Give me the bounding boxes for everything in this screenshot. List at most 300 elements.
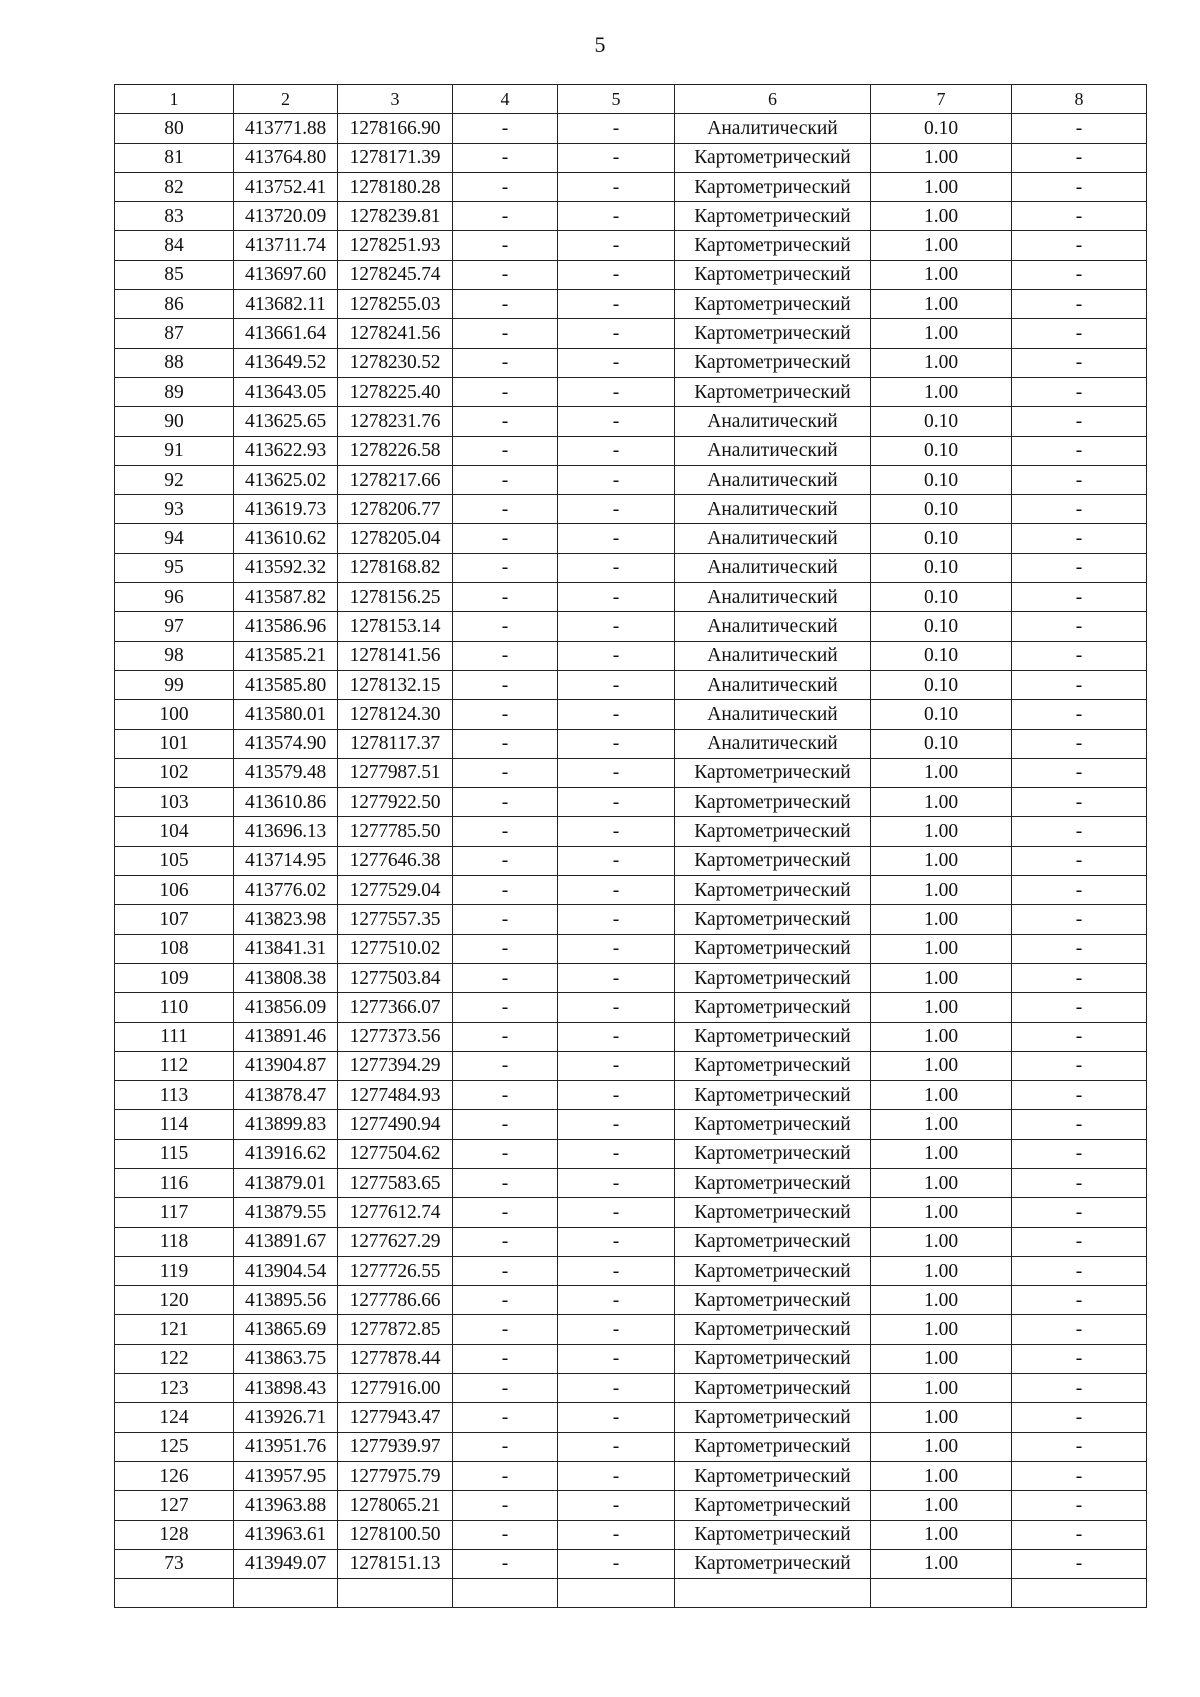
cell-col-5: -: [558, 172, 675, 201]
cell-col-4: -: [453, 583, 558, 612]
cell-coord-y: 1278117.37: [338, 729, 453, 758]
cell-col-4: -: [453, 407, 558, 436]
cell-accuracy: 1.00: [871, 963, 1012, 992]
cell-accuracy: 1.00: [871, 172, 1012, 201]
cell-coord-x: [234, 1579, 338, 1608]
cell-coord-x: 413649.52: [234, 348, 338, 377]
cell-coord-x: 413823.98: [234, 905, 338, 934]
column-header-6: 6: [675, 85, 871, 114]
cell-col-8: -: [1012, 1403, 1147, 1432]
cell-coord-y: 1277490.94: [338, 1110, 453, 1139]
cell-coord-y: 1278166.90: [338, 114, 453, 143]
cell-col-8: -: [1012, 524, 1147, 553]
cell-col-4: -: [453, 1520, 558, 1549]
cell-accuracy: 0.10: [871, 114, 1012, 143]
cell-coord-y: 1278225.40: [338, 377, 453, 406]
cell-accuracy: 1.00: [871, 1461, 1012, 1490]
cell-coord-y: 1277366.07: [338, 993, 453, 1022]
cell-col-5: -: [558, 231, 675, 260]
table-row: [115, 319, 1147, 348]
cell-coord-x: 413752.41: [234, 172, 338, 201]
cell-col-5: -: [558, 260, 675, 289]
cell-coord-x: 413585.21: [234, 641, 338, 670]
cell-point-number: 93: [115, 495, 234, 524]
cell-col-4: -: [453, 1432, 558, 1461]
cell-col-8: -: [1012, 1110, 1147, 1139]
table-row: [115, 1286, 1147, 1315]
cell-point-number: 102: [115, 758, 234, 787]
cell-col-8: -: [1012, 1051, 1147, 1080]
cell-point-number: 108: [115, 934, 234, 963]
cell-coord-x: 413879.55: [234, 1198, 338, 1227]
table-row: [115, 905, 1147, 934]
cell-coord-x: 413610.86: [234, 788, 338, 817]
cell-col-8: -: [1012, 465, 1147, 494]
cell-col-4: -: [453, 788, 558, 817]
cell-accuracy: 1.00: [871, 1403, 1012, 1432]
cell-point-number: 100: [115, 700, 234, 729]
cell-col-8: -: [1012, 729, 1147, 758]
cell-coord-y: [338, 1579, 453, 1608]
cell-point-number: 99: [115, 670, 234, 699]
cell-method: Картометрический: [675, 758, 871, 787]
cell-col-5: -: [558, 495, 675, 524]
cell-method: Аналитический: [675, 641, 871, 670]
cell-point-number: 115: [115, 1139, 234, 1168]
cell-accuracy: 1.00: [871, 1374, 1012, 1403]
cell-coord-x: 413682.11: [234, 290, 338, 319]
cell-coord-x: 413661.64: [234, 319, 338, 348]
cell-col-4: -: [453, 465, 558, 494]
table-row: [115, 553, 1147, 582]
cell-coord-x: 413926.71: [234, 1403, 338, 1432]
table-row: [115, 407, 1147, 436]
cell-col-4: -: [453, 963, 558, 992]
table-row: [115, 1344, 1147, 1373]
cell-col-8: -: [1012, 700, 1147, 729]
cell-coord-x: 413904.87: [234, 1051, 338, 1080]
table-row: [115, 202, 1147, 231]
cell-method: Картометрический: [675, 1461, 871, 1490]
cell-coord-x: 413764.80: [234, 143, 338, 172]
cell-col-4: -: [453, 260, 558, 289]
cell-point-number: 101: [115, 729, 234, 758]
cell-point-number: 86: [115, 290, 234, 319]
cell-point-number: 73: [115, 1549, 234, 1578]
cell-coord-x: 413957.95: [234, 1461, 338, 1490]
cell-col-5: -: [558, 876, 675, 905]
cell-method: Картометрический: [675, 905, 871, 934]
cell-col-5: -: [558, 905, 675, 934]
cell-coord-y: 1278239.81: [338, 202, 453, 231]
cell-coord-y: 1277504.62: [338, 1139, 453, 1168]
cell-col-4: -: [453, 436, 558, 465]
cell-point-number: 81: [115, 143, 234, 172]
cell-point-number: 107: [115, 905, 234, 934]
cell-col-4: -: [453, 143, 558, 172]
cell-col-8: -: [1012, 1549, 1147, 1578]
cell-coord-y: 1278151.13: [338, 1549, 453, 1578]
cell-col-4: -: [453, 700, 558, 729]
column-header-2: 2: [234, 85, 338, 114]
cell-col-8: -: [1012, 1461, 1147, 1490]
cell-method: Картометрический: [675, 377, 871, 406]
table-row: [115, 641, 1147, 670]
cell-col-8: -: [1012, 114, 1147, 143]
cell-accuracy: 1.00: [871, 1432, 1012, 1461]
table-row: [115, 963, 1147, 992]
cell-col-4: [453, 1579, 558, 1608]
cell-point-number: 84: [115, 231, 234, 260]
cell-coord-x: 413865.69: [234, 1315, 338, 1344]
cell-method: Картометрический: [675, 876, 871, 905]
cell-coord-y: 1278245.74: [338, 260, 453, 289]
cell-col-8: -: [1012, 1315, 1147, 1344]
cell-accuracy: 0.10: [871, 700, 1012, 729]
table-row: [115, 612, 1147, 641]
cell-coord-y: 1278205.04: [338, 524, 453, 553]
page-number: 5: [594, 32, 606, 57]
cell-method: Аналитический: [675, 407, 871, 436]
table-row: [115, 788, 1147, 817]
table-row: [115, 1432, 1147, 1461]
cell-point-number: 112: [115, 1051, 234, 1080]
cell-coord-x: 413610.62: [234, 524, 338, 553]
cell-col-5: -: [558, 1549, 675, 1578]
cell-col-5: -: [558, 1139, 675, 1168]
cell-col-4: -: [453, 670, 558, 699]
cell-col-5: -: [558, 1081, 675, 1110]
cell-coord-x: 413771.88: [234, 114, 338, 143]
cell-coord-y: 1277785.50: [338, 817, 453, 846]
cell-coord-y: 1278153.14: [338, 612, 453, 641]
cell-col-5: -: [558, 641, 675, 670]
cell-coord-x: 413622.93: [234, 436, 338, 465]
coordinates-table: [114, 84, 1147, 1608]
table-row: [115, 729, 1147, 758]
cell-accuracy: 1.00: [871, 758, 1012, 787]
cell-col-5: -: [558, 934, 675, 963]
table-row: [115, 1198, 1147, 1227]
cell-col-4: -: [453, 1374, 558, 1403]
cell-method: Картометрический: [675, 1022, 871, 1051]
cell-point-number: 85: [115, 260, 234, 289]
cell-col-5: -: [558, 524, 675, 553]
cell-coord-x: 413776.02: [234, 876, 338, 905]
cell-accuracy: 1.00: [871, 1227, 1012, 1256]
cell-point-number: 111: [115, 1022, 234, 1051]
cell-col-5: -: [558, 1051, 675, 1080]
cell-point-number: 87: [115, 319, 234, 348]
cell-accuracy: 1.00: [871, 1344, 1012, 1373]
cell-point-number: 88: [115, 348, 234, 377]
cell-accuracy: 0.10: [871, 465, 1012, 494]
cell-method: Аналитический: [675, 700, 871, 729]
cell-method: Картометрический: [675, 143, 871, 172]
cell-col-4: -: [453, 231, 558, 260]
cell-coord-y: 1277872.85: [338, 1315, 453, 1344]
cell-point-number: 122: [115, 1344, 234, 1373]
cell-col-4: -: [453, 1549, 558, 1578]
cell-col-8: -: [1012, 202, 1147, 231]
cell-accuracy: 0.10: [871, 612, 1012, 641]
cell-col-5: [558, 1579, 675, 1608]
cell-col-8: -: [1012, 788, 1147, 817]
cell-point-number: 121: [115, 1315, 234, 1344]
cell-coord-x: 413916.62: [234, 1139, 338, 1168]
cell-method: Аналитический: [675, 495, 871, 524]
table-row: [115, 290, 1147, 319]
cell-method: Картометрический: [675, 817, 871, 846]
cell-method: Картометрический: [675, 1491, 871, 1520]
table-row: [115, 231, 1147, 260]
cell-col-5: -: [558, 114, 675, 143]
cell-point-number: 90: [115, 407, 234, 436]
cell-col-4: -: [453, 1403, 558, 1432]
cell-coord-x: 413951.76: [234, 1432, 338, 1461]
cell-col-8: -: [1012, 905, 1147, 934]
cell-accuracy: 1.00: [871, 1198, 1012, 1227]
cell-coord-x: 413891.46: [234, 1022, 338, 1051]
cell-col-8: -: [1012, 612, 1147, 641]
cell-coord-y: 1277646.38: [338, 846, 453, 875]
cell-col-8: -: [1012, 290, 1147, 319]
cell-col-4: -: [453, 1491, 558, 1520]
cell-coord-x: 413711.74: [234, 231, 338, 260]
cell-col-5: -: [558, 290, 675, 319]
cell-accuracy: 1.00: [871, 143, 1012, 172]
cell-col-8: -: [1012, 495, 1147, 524]
cell-col-5: -: [558, 1461, 675, 1490]
cell-col-4: -: [453, 934, 558, 963]
cell-col-8: -: [1012, 377, 1147, 406]
cell-col-4: -: [453, 1315, 558, 1344]
cell-coord-x: 413587.82: [234, 583, 338, 612]
cell-method: Аналитический: [675, 114, 871, 143]
cell-col-5: -: [558, 1227, 675, 1256]
cell-col-5: -: [558, 1432, 675, 1461]
cell-point-number: 80: [115, 114, 234, 143]
cell-col-5: -: [558, 1344, 675, 1373]
cell-col-4: -: [453, 1051, 558, 1080]
cell-method: Картометрический: [675, 993, 871, 1022]
cell-coord-y: 1277943.47: [338, 1403, 453, 1432]
cell-col-8: -: [1012, 1520, 1147, 1549]
cell-point-number: 82: [115, 172, 234, 201]
cell-col-8: -: [1012, 231, 1147, 260]
cell-coord-y: 1278206.77: [338, 495, 453, 524]
cell-point-number: 119: [115, 1256, 234, 1285]
cell-point-number: 113: [115, 1081, 234, 1110]
cell-accuracy: 1.00: [871, 260, 1012, 289]
cell-col-4: -: [453, 641, 558, 670]
cell-coord-y: 1277394.29: [338, 1051, 453, 1080]
cell-coord-x: 413895.56: [234, 1286, 338, 1315]
cell-method: Картометрический: [675, 1374, 871, 1403]
cell-method: Аналитический: [675, 524, 871, 553]
cell-coord-y: 1278231.76: [338, 407, 453, 436]
cell-accuracy: 1.00: [871, 1110, 1012, 1139]
cell-col-5: -: [558, 670, 675, 699]
cell-method: Аналитический: [675, 612, 871, 641]
cell-col-4: -: [453, 290, 558, 319]
cell-coord-y: 1278255.03: [338, 290, 453, 319]
cell-method: Картометрический: [675, 319, 871, 348]
cell-col-5: -: [558, 1198, 675, 1227]
cell-col-8: -: [1012, 1374, 1147, 1403]
cell-col-5: -: [558, 465, 675, 494]
cell-coord-y: 1278065.21: [338, 1491, 453, 1520]
cell-coord-x: 413579.48: [234, 758, 338, 787]
cell-col-8: -: [1012, 846, 1147, 875]
cell-col-4: -: [453, 846, 558, 875]
table-row: [115, 1081, 1147, 1110]
cell-accuracy: 1.00: [871, 1315, 1012, 1344]
cell-col-8: -: [1012, 817, 1147, 846]
cell-col-4: -: [453, 553, 558, 582]
cell-accuracy: 0.10: [871, 670, 1012, 699]
cell-coord-y: 1278226.58: [338, 436, 453, 465]
cell-col-4: -: [453, 377, 558, 406]
cell-method: Картометрический: [675, 1403, 871, 1432]
cell-col-4: -: [453, 1198, 558, 1227]
cell-coord-y: 1278217.66: [338, 465, 453, 494]
cell-coord-y: 1277583.65: [338, 1168, 453, 1197]
cell-point-number: 117: [115, 1198, 234, 1227]
column-header-7: 7: [871, 85, 1012, 114]
cell-col-5: -: [558, 202, 675, 231]
cell-col-4: -: [453, 1286, 558, 1315]
table-row: [115, 1256, 1147, 1285]
cell-coord-x: 413878.47: [234, 1081, 338, 1110]
cell-col-8: -: [1012, 553, 1147, 582]
cell-col-4: -: [453, 1168, 558, 1197]
cell-coord-x: 413879.01: [234, 1168, 338, 1197]
cell-col-8: -: [1012, 1491, 1147, 1520]
table-row: [115, 1461, 1147, 1490]
cell-method: Картометрический: [675, 934, 871, 963]
cell-col-5: -: [558, 1403, 675, 1432]
cell-accuracy: 0.10: [871, 729, 1012, 758]
cell-col-4: -: [453, 1344, 558, 1373]
cell-col-5: -: [558, 1110, 675, 1139]
cell-point-number: 94: [115, 524, 234, 553]
cell-col-4: -: [453, 729, 558, 758]
table-row: [115, 143, 1147, 172]
cell-method: Картометрический: [675, 788, 871, 817]
cell-point-number: 114: [115, 1110, 234, 1139]
table-header-row: [115, 85, 1147, 114]
cell-col-8: -: [1012, 583, 1147, 612]
table-row: [115, 436, 1147, 465]
cell-col-8: -: [1012, 993, 1147, 1022]
cell-accuracy: 1.00: [871, 1520, 1012, 1549]
cell-point-number: 124: [115, 1403, 234, 1432]
cell-col-8: -: [1012, 436, 1147, 465]
cell-coord-y: 1277557.35: [338, 905, 453, 934]
cell-coord-y: 1278251.93: [338, 231, 453, 260]
cell-col-4: -: [453, 1256, 558, 1285]
table-row: [115, 377, 1147, 406]
table-row: [115, 670, 1147, 699]
cell-col-8: -: [1012, 1139, 1147, 1168]
cell-method: Аналитический: [675, 583, 871, 612]
cell-method: Картометрический: [675, 846, 871, 875]
cell-col-8: -: [1012, 670, 1147, 699]
table-row: [115, 260, 1147, 289]
cell-accuracy: 0.10: [871, 407, 1012, 436]
cell-point-number: 92: [115, 465, 234, 494]
cell-accuracy: 1.00: [871, 1286, 1012, 1315]
cell-col-8: -: [1012, 348, 1147, 377]
cell-method: Картометрический: [675, 202, 871, 231]
cell-col-4: -: [453, 905, 558, 934]
column-header-4: 4: [453, 85, 558, 114]
cell-col-5: -: [558, 817, 675, 846]
cell-method: Картометрический: [675, 1051, 871, 1080]
cell-point-number: 96: [115, 583, 234, 612]
cell-accuracy: 1.00: [871, 348, 1012, 377]
table-row: [115, 876, 1147, 905]
cell-col-5: -: [558, 143, 675, 172]
cell-col-8: -: [1012, 641, 1147, 670]
cell-col-4: -: [453, 993, 558, 1022]
cell-coord-x: 413863.75: [234, 1344, 338, 1373]
cell-col-4: -: [453, 172, 558, 201]
cell-accuracy: 1.00: [871, 905, 1012, 934]
cell-coord-x: 413949.07: [234, 1549, 338, 1578]
cell-coord-x: 413643.05: [234, 377, 338, 406]
cell-col-8: -: [1012, 876, 1147, 905]
column-header-5: 5: [558, 85, 675, 114]
cell-col-5: -: [558, 1520, 675, 1549]
cell-col-8: -: [1012, 963, 1147, 992]
cell-col-4: -: [453, 1227, 558, 1256]
cell-coord-x: 413714.95: [234, 846, 338, 875]
cell-accuracy: 1.00: [871, 202, 1012, 231]
table-row: [115, 700, 1147, 729]
cell-coord-x: 413625.65: [234, 407, 338, 436]
cell-col-5: -: [558, 319, 675, 348]
cell-method: Картометрический: [675, 1139, 871, 1168]
cell-accuracy: 1.00: [871, 290, 1012, 319]
cell-coord-y: 1277975.79: [338, 1461, 453, 1490]
table-row: [115, 348, 1147, 377]
cell-accuracy: 0.10: [871, 641, 1012, 670]
cell-col-5: -: [558, 700, 675, 729]
cell-coord-y: 1278168.82: [338, 553, 453, 582]
cell-method: Картометрический: [675, 1081, 871, 1110]
cell-col-5: -: [558, 348, 675, 377]
cell-accuracy: 0.10: [871, 495, 1012, 524]
cell-coord-x: 413808.38: [234, 963, 338, 992]
cell-accuracy: 1.00: [871, 876, 1012, 905]
cell-point-number: 128: [115, 1520, 234, 1549]
cell-col-5: -: [558, 1286, 675, 1315]
cell-coord-x: 413585.80: [234, 670, 338, 699]
cell-accuracy: 1.00: [871, 231, 1012, 260]
cell-coord-y: 1277939.97: [338, 1432, 453, 1461]
cell-col-4: -: [453, 114, 558, 143]
cell-point-number: 97: [115, 612, 234, 641]
cell-accuracy: 1.00: [871, 993, 1012, 1022]
cell-coord-y: 1277987.51: [338, 758, 453, 787]
cell-point-number: 126: [115, 1461, 234, 1490]
cell-accuracy: 1.00: [871, 1491, 1012, 1520]
cell-point-number: 105: [115, 846, 234, 875]
cell-col-8: -: [1012, 1286, 1147, 1315]
cell-method: Картометрический: [675, 1256, 871, 1285]
